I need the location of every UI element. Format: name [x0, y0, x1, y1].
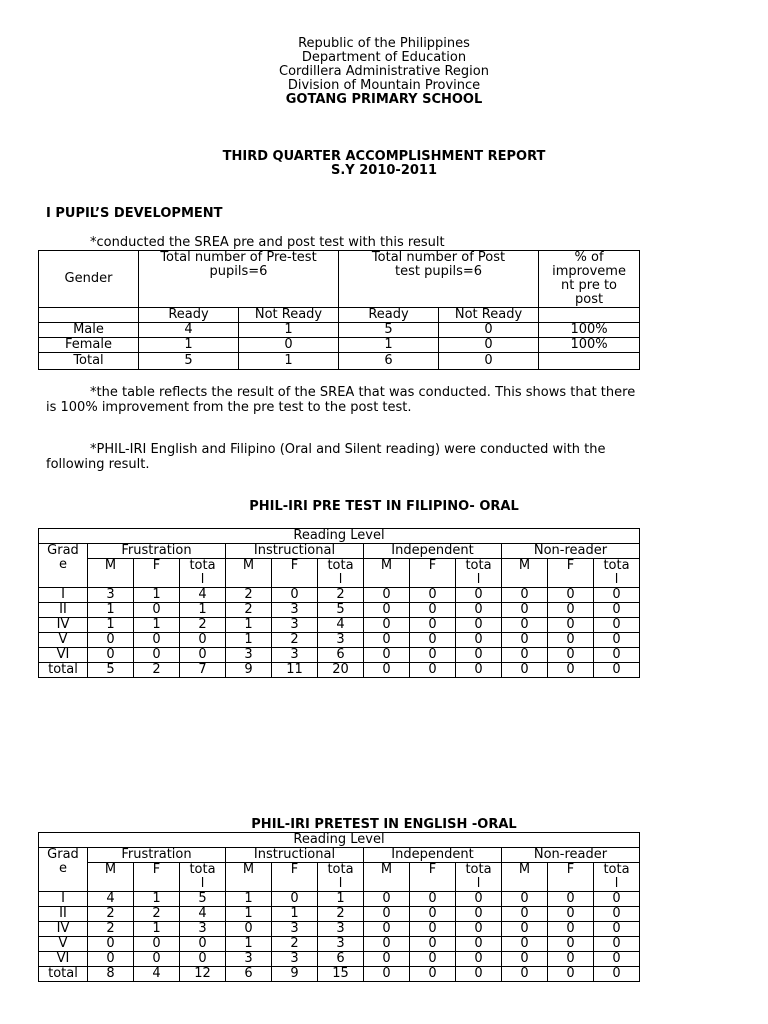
table-cell: 0: [180, 952, 226, 967]
header-region: Cordillera Administrative Region: [279, 64, 489, 79]
table-cell: 1: [226, 937, 272, 952]
table-cell: 0: [364, 618, 410, 633]
table-row: [39, 952, 640, 967]
table-cell: 0: [456, 588, 502, 603]
table-cell: 0: [364, 588, 410, 603]
srea-improvement-header: % of improveme nt pre to post: [539, 251, 640, 308]
table-cell: 0: [548, 922, 594, 937]
table-cell: 0: [364, 892, 410, 907]
english-col-m: M: [502, 863, 548, 892]
table-cell: 1: [239, 323, 339, 338]
english-col-m: M: [88, 863, 134, 892]
filipino-col-total: tota l: [318, 559, 364, 588]
grade-cell: V: [39, 633, 88, 648]
english-col-m: M: [364, 863, 410, 892]
table-cell: 100%: [539, 338, 640, 353]
table-cell: 0: [410, 907, 456, 922]
table-cell: 0: [548, 952, 594, 967]
table-cell: 0: [502, 922, 548, 937]
table-cell: 1: [226, 907, 272, 922]
table-cell: 0: [594, 663, 640, 678]
table-cell: 3: [318, 937, 364, 952]
srea-summary-line1: *the table reflects the result of the SREA that was conducted. This shows that there: [90, 385, 636, 400]
english-frustration-header: Frustration: [88, 848, 226, 863]
table-cell: 12: [180, 967, 226, 982]
header-republic: Republic of the Philippines: [298, 36, 470, 51]
table-cell: 0: [364, 967, 410, 982]
table-cell: 1: [88, 618, 134, 633]
english-col-f: F: [410, 863, 456, 892]
table-cell: 0: [594, 937, 640, 952]
table-row: [39, 967, 640, 982]
table-cell: 15: [318, 967, 364, 982]
table-cell: 0: [134, 952, 180, 967]
filipino-col-total: tota l: [456, 559, 502, 588]
table-cell: 0: [594, 618, 640, 633]
phil-iri-intro-line1: *PHIL-IRI English and Filipino (Oral and Silent reading) were conducted with the: [90, 442, 606, 457]
table-row: [39, 353, 640, 370]
filipino-col-f: F: [272, 559, 318, 588]
table-cell: 0: [88, 648, 134, 663]
table-cell: 0: [502, 633, 548, 648]
table-row: [39, 892, 640, 907]
table-cell: 0: [456, 907, 502, 922]
table-cell: 2: [134, 663, 180, 678]
table-cell: 0: [456, 922, 502, 937]
table-cell: 0: [410, 648, 456, 663]
srea-post-not-ready-header: Not Ready: [439, 308, 539, 323]
table-cell: 0: [364, 952, 410, 967]
table-cell: 0: [410, 922, 456, 937]
grade-cell: total: [39, 663, 88, 678]
table-cell: 0: [594, 967, 640, 982]
table-row: [39, 907, 640, 922]
table-cell: 0: [548, 663, 594, 678]
filipino-independent-header: Independent: [364, 544, 502, 559]
table-row: [39, 618, 640, 633]
filipino-table-title: PHIL-IRI PRE TEST IN FILIPINO- ORAL: [249, 499, 519, 514]
table-cell: 0: [502, 663, 548, 678]
table-cell: 2: [272, 633, 318, 648]
table-cell: 0: [410, 633, 456, 648]
table-cell: 4: [88, 892, 134, 907]
table-cell: 2: [226, 588, 272, 603]
table-cell: 0: [502, 967, 548, 982]
table-cell: 0: [594, 603, 640, 618]
table-cell: 1: [226, 892, 272, 907]
table-cell: 0: [88, 937, 134, 952]
filipino-instructional-header: Instructional: [226, 544, 364, 559]
table-cell: 0: [410, 603, 456, 618]
table-cell: 3: [272, 952, 318, 967]
grade-cell: I: [39, 892, 88, 907]
table-cell: 0: [364, 603, 410, 618]
grade-cell: I: [39, 588, 88, 603]
table-cell: 0: [456, 967, 502, 982]
table-cell: 0: [439, 338, 539, 353]
srea-summary-line2: is 100% improvement from the pre test to the post test.: [46, 400, 412, 415]
table-cell: 0: [364, 937, 410, 952]
table-cell: 0: [502, 618, 548, 633]
table-cell: 3: [88, 588, 134, 603]
table-cell: 0: [548, 648, 594, 663]
table-cell: 0: [456, 633, 502, 648]
table-cell: 0: [502, 588, 548, 603]
english-col-total: tota l: [318, 863, 364, 892]
table-cell: 2: [318, 588, 364, 603]
table-cell: 0: [594, 648, 640, 663]
grade-cell: IV: [39, 922, 88, 937]
table-cell: 1: [134, 588, 180, 603]
filipino-col-f: F: [548, 559, 594, 588]
english-col-total: tota l: [180, 863, 226, 892]
filipino-col-m: M: [226, 559, 272, 588]
table-row: [39, 338, 640, 353]
table-cell: 6: [226, 967, 272, 982]
filipino-col-total: tota l: [180, 559, 226, 588]
english-table-body: [39, 892, 640, 982]
table-cell: 0: [548, 967, 594, 982]
table-cell: 0: [410, 663, 456, 678]
table-cell: 0: [439, 353, 539, 370]
table-cell: 0: [134, 937, 180, 952]
table-cell: 1: [239, 353, 339, 370]
table-cell: 0: [548, 588, 594, 603]
table-row: [39, 323, 640, 338]
filipino-table-body: [39, 588, 640, 678]
table-cell: 3: [226, 952, 272, 967]
table-cell: 0: [548, 937, 594, 952]
table-cell: 8: [88, 967, 134, 982]
table-cell: 1: [134, 618, 180, 633]
table-cell: 0: [226, 922, 272, 937]
table-cell: 4: [318, 618, 364, 633]
table-cell: 0: [456, 892, 502, 907]
filipino-grade-header: Grad e: [39, 544, 88, 588]
table-row: [39, 588, 640, 603]
table-cell: 0: [594, 952, 640, 967]
srea-subheader-blank: [39, 308, 139, 323]
english-col-total: tota l: [456, 863, 502, 892]
table-cell: 0: [548, 618, 594, 633]
table-cell: 6: [318, 952, 364, 967]
table-cell: 0: [456, 618, 502, 633]
table-cell: 0: [180, 648, 226, 663]
header-division: Division of Mountain Province: [287, 78, 481, 93]
table-cell: 11: [272, 663, 318, 678]
filipino-col-f: F: [410, 559, 456, 588]
table-cell: 3: [180, 922, 226, 937]
english-reading-level-header: Reading Level: [39, 833, 640, 848]
table-cell: Male: [39, 323, 139, 338]
table-cell: 6: [339, 353, 439, 370]
table-cell: 1: [134, 922, 180, 937]
section-heading-pupils-development: I PUPIL’S DEVELOPMENT: [46, 206, 223, 221]
english-independent-header: Independent: [364, 848, 502, 863]
table-cell: 0: [548, 603, 594, 618]
grade-cell: II: [39, 603, 88, 618]
table-cell: 0: [456, 663, 502, 678]
table-cell: 0: [88, 633, 134, 648]
table-cell: 3: [272, 618, 318, 633]
table-cell: 0: [410, 952, 456, 967]
table-cell: 7: [180, 663, 226, 678]
table-cell: 0: [272, 588, 318, 603]
table-cell: 100%: [539, 323, 640, 338]
table-cell: 3: [318, 633, 364, 648]
table-cell: 0: [548, 633, 594, 648]
table-cell: 1: [180, 603, 226, 618]
table-cell: 2: [272, 937, 318, 952]
table-row: [39, 937, 640, 952]
table-cell: Female: [39, 338, 139, 353]
filipino-col-f: F: [134, 559, 180, 588]
grade-cell: II: [39, 907, 88, 922]
table-cell: 0: [456, 937, 502, 952]
table-cell: 1: [226, 633, 272, 648]
table-cell: 1: [88, 603, 134, 618]
table-cell: 0: [594, 922, 640, 937]
srea-post-ready-header: Ready: [339, 308, 439, 323]
table-cell: 0: [134, 648, 180, 663]
srea-intro-text: *conducted the SREA pre and post test with this result: [90, 235, 445, 250]
table-cell: 0: [502, 937, 548, 952]
english-col-f: F: [548, 863, 594, 892]
table-cell: 4: [180, 588, 226, 603]
table-cell: 5: [339, 323, 439, 338]
header-school-name: GOTANG PRIMARY SCHOOL: [285, 92, 483, 107]
table-cell: 1: [339, 338, 439, 353]
table-cell: 3: [318, 922, 364, 937]
table-cell: 2: [134, 907, 180, 922]
srea-gender-header: Gender: [39, 251, 139, 308]
table-cell: 1: [134, 892, 180, 907]
table-cell: 0: [502, 603, 548, 618]
srea-pre-test-header: Total number of Pre-test pupils=6: [139, 251, 339, 308]
table-cell: 0: [134, 633, 180, 648]
table-cell: 0: [364, 907, 410, 922]
table-row: [39, 603, 640, 618]
table-cell: 0: [456, 603, 502, 618]
report-school-year: S.Y 2010-2011: [331, 163, 437, 178]
table-row: [39, 663, 640, 678]
table-cell: 0: [364, 922, 410, 937]
grade-cell: VI: [39, 952, 88, 967]
filipino-col-m: M: [502, 559, 548, 588]
table-cell: 5: [88, 663, 134, 678]
table-cell: 2: [88, 922, 134, 937]
table-cell: 0: [594, 892, 640, 907]
grade-cell: total: [39, 967, 88, 982]
table-cell: [539, 353, 640, 370]
table-cell: 0: [548, 892, 594, 907]
table-cell: 0: [180, 633, 226, 648]
table-cell: 0: [548, 907, 594, 922]
table-cell: 0: [272, 892, 318, 907]
srea-subheader-blank: [539, 308, 640, 323]
table-cell: 6: [318, 648, 364, 663]
table-row: [39, 922, 640, 937]
table-cell: 5: [139, 353, 239, 370]
table-cell: 4: [180, 907, 226, 922]
table-cell: 0: [410, 967, 456, 982]
srea-results-table: [38, 250, 640, 370]
table-cell: 2: [226, 603, 272, 618]
table-cell: 0: [456, 952, 502, 967]
table-cell: 0: [364, 648, 410, 663]
header-department: Department of Education: [301, 50, 467, 65]
table-cell: 0: [502, 648, 548, 663]
table-cell: 0: [410, 937, 456, 952]
table-cell: 0: [594, 633, 640, 648]
table-cell: 0: [502, 907, 548, 922]
english-table-title: PHIL-IRI PRETEST IN ENGLISH -ORAL: [251, 817, 517, 832]
english-col-m: M: [226, 863, 272, 892]
table-cell: 0: [88, 952, 134, 967]
table-cell: 0: [502, 892, 548, 907]
table-row: [39, 633, 640, 648]
table-cell: 0: [410, 618, 456, 633]
table-cell: 3: [272, 648, 318, 663]
table-cell: 2: [88, 907, 134, 922]
table-cell: Total: [39, 353, 139, 370]
english-instructional-header: Instructional: [226, 848, 364, 863]
table-cell: 0: [594, 588, 640, 603]
phil-iri-intro-line2: following result.: [46, 457, 150, 472]
srea-pre-not-ready-header: Not Ready: [239, 308, 339, 323]
table-cell: 9: [272, 967, 318, 982]
english-col-f: F: [134, 863, 180, 892]
table-cell: 1: [272, 907, 318, 922]
english-non-reader-header: Non-reader: [502, 848, 640, 863]
table-cell: 0: [502, 952, 548, 967]
table-cell: 3: [272, 922, 318, 937]
table-cell: 0: [180, 937, 226, 952]
table-cell: 20: [318, 663, 364, 678]
english-reading-table: [38, 832, 640, 982]
table-cell: 1: [139, 338, 239, 353]
table-cell: 5: [318, 603, 364, 618]
table-cell: 4: [139, 323, 239, 338]
filipino-frustration-header: Frustration: [88, 544, 226, 559]
table-cell: 2: [180, 618, 226, 633]
filipino-reading-table: [38, 528, 640, 678]
grade-cell: V: [39, 937, 88, 952]
table-cell: 5: [180, 892, 226, 907]
grade-cell: IV: [39, 618, 88, 633]
table-row: [39, 648, 640, 663]
filipino-non-reader-header: Non-reader: [502, 544, 640, 559]
english-col-total: tota l: [594, 863, 640, 892]
grade-cell: VI: [39, 648, 88, 663]
table-cell: 0: [594, 907, 640, 922]
table-cell: 0: [134, 603, 180, 618]
table-cell: 1: [226, 618, 272, 633]
table-cell: 0: [439, 323, 539, 338]
srea-post-test-header: Total number of Post test pupils=6: [339, 251, 539, 308]
table-cell: 0: [364, 633, 410, 648]
table-cell: 3: [226, 648, 272, 663]
filipino-col-total: tota l: [594, 559, 640, 588]
english-col-f: F: [272, 863, 318, 892]
table-cell: 2: [318, 907, 364, 922]
filipino-col-m: M: [364, 559, 410, 588]
table-cell: 9: [226, 663, 272, 678]
filipino-reading-level-header: Reading Level: [39, 529, 640, 544]
table-cell: 4: [134, 967, 180, 982]
table-cell: 0: [410, 892, 456, 907]
table-cell: 0: [410, 588, 456, 603]
srea-pre-ready-header: Ready: [139, 308, 239, 323]
table-cell: 3: [272, 603, 318, 618]
english-grade-header: Grad e: [39, 848, 88, 892]
table-cell: 0: [239, 338, 339, 353]
table-cell: 0: [456, 648, 502, 663]
filipino-col-m: M: [88, 559, 134, 588]
table-cell: 0: [364, 663, 410, 678]
report-title: THIRD QUARTER ACCOMPLISHMENT REPORT: [222, 149, 546, 164]
table-cell: 1: [318, 892, 364, 907]
